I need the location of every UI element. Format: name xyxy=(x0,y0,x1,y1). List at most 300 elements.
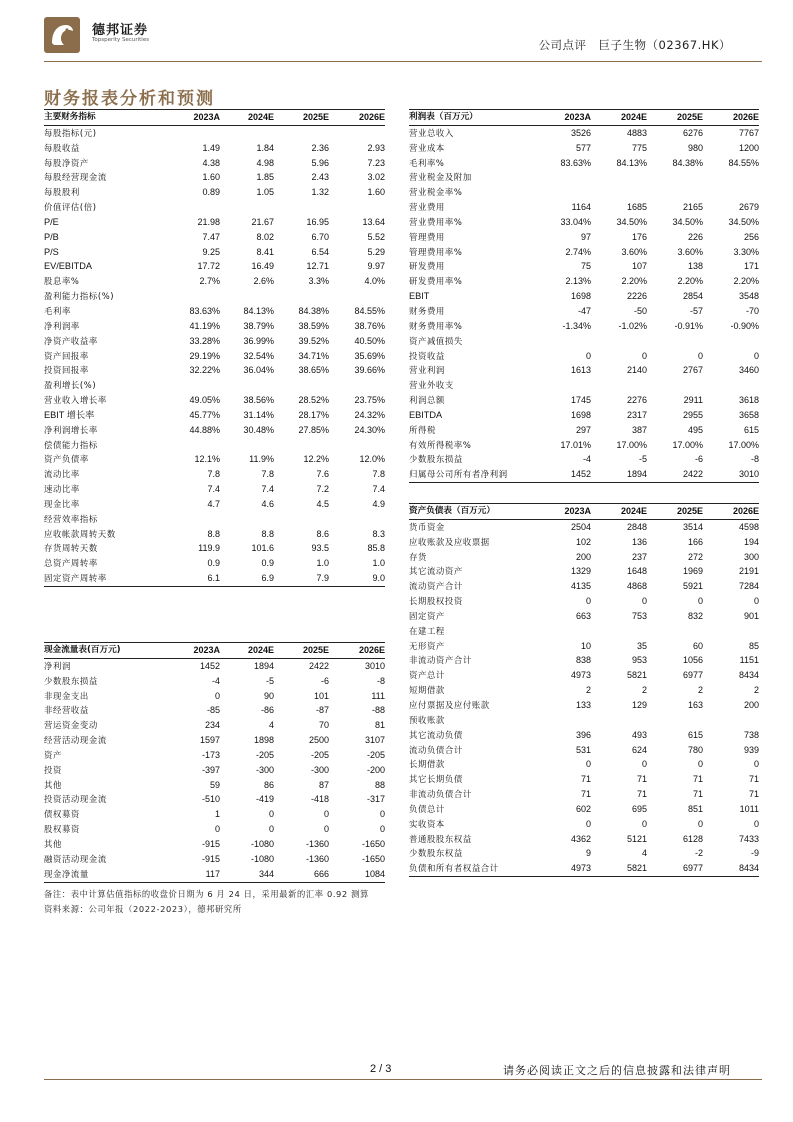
row-label: 利润总额 xyxy=(409,395,445,406)
cell-value: 9.97 xyxy=(367,261,385,272)
row-label: 流动资产合计 xyxy=(409,581,463,592)
table-row xyxy=(44,852,385,867)
cell-value: 0 xyxy=(641,818,647,829)
cell-value: 5121 xyxy=(626,833,647,844)
table-header-row xyxy=(409,110,759,126)
cell-value: 7.23 xyxy=(367,157,385,168)
cell-value: 775 xyxy=(631,142,647,153)
row-label: 财务费用率% xyxy=(409,320,463,331)
cell-value xyxy=(164,378,220,393)
cell-value: 4973 xyxy=(570,863,591,874)
cell-value: -47 xyxy=(577,305,591,316)
table-row xyxy=(44,408,385,423)
table-row xyxy=(44,792,385,807)
table-row xyxy=(44,541,385,556)
row-label: 营业收入增长率 xyxy=(44,395,107,406)
cell-value: -87 xyxy=(315,705,329,716)
cell-value: 13.64 xyxy=(362,216,385,227)
table-row xyxy=(44,259,385,274)
cell-value: 1.05 xyxy=(256,187,274,198)
table-row xyxy=(409,728,759,743)
cell-value: 780 xyxy=(687,744,703,755)
cell-value: 2317 xyxy=(626,409,647,420)
cell-value: 12.2% xyxy=(303,454,329,465)
cell-value xyxy=(531,334,591,349)
brand-name-cn: 德邦证券 xyxy=(92,23,149,38)
cell-value: -915 xyxy=(201,838,220,849)
table-row xyxy=(44,718,385,733)
table-row xyxy=(409,579,759,594)
cell-value xyxy=(647,624,703,639)
cell-value: 38.79% xyxy=(243,320,274,331)
cell-value: 838 xyxy=(575,655,591,666)
table-row xyxy=(409,156,759,171)
row-label: 每股经营现金流 xyxy=(44,172,107,183)
company-logo xyxy=(44,17,80,53)
cell-value: 939 xyxy=(743,744,759,755)
cell-value: 2 xyxy=(585,685,591,696)
cell-value: 28.52% xyxy=(298,395,329,406)
cell-value: 666 xyxy=(313,868,329,879)
table-row xyxy=(409,817,759,832)
cell-value: 0 xyxy=(379,809,385,820)
cell-value: 33.04% xyxy=(560,216,591,227)
row-label: EV/EBITDA xyxy=(44,261,92,272)
cell-value: 200 xyxy=(575,551,591,562)
table-row xyxy=(44,778,385,793)
year-header: 2023A xyxy=(193,645,220,655)
cell-value: 30.48% xyxy=(243,424,274,435)
cell-value: 34.50% xyxy=(728,216,759,227)
cell-value: 28.17% xyxy=(298,409,329,420)
row-label: 经营效率指标 xyxy=(44,513,98,524)
row-label: 股权募资 xyxy=(44,824,80,835)
cell-value: 2679 xyxy=(738,202,759,213)
cell-value: -85 xyxy=(206,705,220,716)
table-row xyxy=(44,319,385,334)
table-row xyxy=(409,639,759,654)
row-label: 预收账款 xyxy=(409,714,445,725)
table-row xyxy=(44,141,385,156)
cell-value: 1745 xyxy=(570,395,591,406)
cell-value: 119.9 xyxy=(198,543,220,554)
cell-value: -1360 xyxy=(305,838,329,849)
table-row xyxy=(409,609,759,624)
cell-value: -418 xyxy=(310,794,329,805)
cell-value xyxy=(531,624,591,639)
cell-value: 200 xyxy=(743,699,759,710)
table-row xyxy=(44,215,385,230)
cell-value: -0.91% xyxy=(674,320,703,331)
row-label: 固定资产 xyxy=(409,610,445,621)
cell-value: 38.65% xyxy=(298,365,329,376)
cell-value xyxy=(274,512,329,527)
cell-value: 300 xyxy=(743,551,759,562)
cell-value: 615 xyxy=(687,729,703,740)
cell-value: -317 xyxy=(366,794,385,805)
cell-value: 0 xyxy=(641,759,647,770)
cell-value: 176 xyxy=(631,231,647,242)
cell-value: 44.88% xyxy=(189,424,220,435)
cell-value: 1329 xyxy=(570,566,591,577)
table-row xyxy=(44,378,385,393)
row-label: 管理费用率% xyxy=(409,246,463,257)
row-label: 资产 xyxy=(44,749,62,760)
year-header: 2025E xyxy=(302,112,329,122)
cell-value xyxy=(220,125,274,140)
cell-value: 2.20% xyxy=(621,276,647,287)
cell-value: -173 xyxy=(201,749,220,760)
cell-value: 531 xyxy=(575,744,591,755)
cell-value: 738 xyxy=(743,729,759,740)
row-label: P/B xyxy=(44,231,59,242)
cell-value: 10 xyxy=(580,640,591,651)
row-label: 无形资产 xyxy=(409,640,445,651)
cell-value: 27.85% xyxy=(298,424,329,435)
row-label: 净资产收益率 xyxy=(44,335,98,346)
cell-value: 0 xyxy=(753,350,759,361)
cell-value: 7284 xyxy=(738,581,759,592)
cell-value: 2 xyxy=(753,685,759,696)
cell-value xyxy=(531,185,591,200)
cell-value xyxy=(531,170,591,185)
table-row xyxy=(409,393,759,408)
cell-value xyxy=(329,378,385,393)
cell-value: 980 xyxy=(687,142,703,153)
cell-value: 85.8 xyxy=(367,543,385,554)
cell-value: 2.13% xyxy=(565,276,591,287)
cell-value: 0 xyxy=(585,759,591,770)
cell-value: 4.7 xyxy=(207,498,220,509)
cell-value: 34.50% xyxy=(616,216,647,227)
cell-value: 23.75% xyxy=(354,395,385,406)
cell-value: 84.38% xyxy=(672,157,703,168)
cell-value: 6977 xyxy=(682,670,703,681)
cell-value: 0.9 xyxy=(207,558,220,569)
cell-value: 71 xyxy=(580,774,591,785)
cell-value: 2848 xyxy=(626,521,647,532)
cell-value: 0 xyxy=(585,350,591,361)
table-row xyxy=(409,274,759,289)
table-row xyxy=(409,757,759,772)
cell-value: 171 xyxy=(743,261,759,272)
year-header: 2026E xyxy=(732,506,759,516)
table-row xyxy=(44,527,385,542)
row-label: 少数股东损益 xyxy=(409,454,463,465)
cell-value: 17.00% xyxy=(616,439,647,450)
cell-value: 1685 xyxy=(626,202,647,213)
cell-value: 0 xyxy=(753,818,759,829)
cell-value: 1648 xyxy=(626,566,647,577)
table-row xyxy=(409,215,759,230)
cell-value: 1969 xyxy=(682,566,703,577)
table-header-row xyxy=(44,643,385,659)
cell-value: 0 xyxy=(585,818,591,829)
cell-value: 663 xyxy=(575,610,591,621)
row-label: 投资 xyxy=(44,764,62,775)
table-row xyxy=(44,274,385,289)
table-title: 主要财务指标 xyxy=(44,112,96,122)
cell-value: 1698 xyxy=(570,291,591,302)
cell-value: 272 xyxy=(687,551,703,562)
row-label: 长期股权投资 xyxy=(409,596,463,607)
cell-value: -70 xyxy=(745,305,759,316)
cell-value: 3.30% xyxy=(733,246,759,257)
cell-value: 7.47 xyxy=(202,231,220,242)
cell-value: 0 xyxy=(697,759,703,770)
cell-value: -1650 xyxy=(361,853,385,864)
cell-value: 1084 xyxy=(364,868,385,879)
table-row xyxy=(409,564,759,579)
cell-value: 832 xyxy=(687,610,703,621)
cell-value: 45.77% xyxy=(189,409,220,420)
cell-value: -8 xyxy=(376,675,385,686)
table-row xyxy=(409,653,759,668)
table-row xyxy=(44,452,385,467)
cash-flow-table xyxy=(44,642,385,883)
year-header: 2023A xyxy=(564,506,591,516)
cell-value: 1452 xyxy=(570,469,591,480)
cell-value: 1898 xyxy=(253,735,274,746)
cell-value: 226 xyxy=(687,231,703,242)
cell-value: 12.0% xyxy=(359,454,385,465)
table-row xyxy=(409,743,759,758)
cell-value: 7.4 xyxy=(261,484,274,495)
row-label: 负债和所有者权益合计 xyxy=(409,863,499,874)
table-row xyxy=(409,185,759,200)
row-label: 资产负债率 xyxy=(44,454,89,465)
row-label: 营运资金变动 xyxy=(44,720,98,731)
cell-value: 101.6 xyxy=(251,543,274,554)
cell-value: 71 xyxy=(748,789,759,800)
cell-value xyxy=(591,624,647,639)
row-label: 少数股东损益 xyxy=(44,675,98,686)
year-header: 2024E xyxy=(620,112,647,122)
cell-value: 84.13% xyxy=(243,305,274,316)
row-label: 负债总计 xyxy=(409,803,445,814)
cell-value: 84.55% xyxy=(728,157,759,168)
table-row xyxy=(409,245,759,260)
cell-value: 49.05% xyxy=(189,395,220,406)
cell-value: 16.95 xyxy=(306,216,329,227)
cell-value: 17.72 xyxy=(197,261,220,272)
cell-value: 3.02 xyxy=(367,172,385,183)
table-header-row xyxy=(409,504,759,520)
row-label: 股息率% xyxy=(44,276,80,287)
row-label: 其他 xyxy=(44,779,62,790)
cell-value: 695 xyxy=(631,803,647,814)
table-row xyxy=(44,482,385,497)
table-row xyxy=(409,378,759,393)
cell-value: 3658 xyxy=(738,409,759,420)
cell-value: 2165 xyxy=(682,202,703,213)
cell-value xyxy=(220,200,274,215)
cell-value: 901 xyxy=(743,610,759,621)
cell-value: 0 xyxy=(697,818,703,829)
cell-value: 59 xyxy=(209,779,220,790)
table-row xyxy=(44,674,385,689)
cell-value: 237 xyxy=(631,551,647,562)
cell-value: 1200 xyxy=(738,142,759,153)
cell-value: 86 xyxy=(263,779,274,790)
cell-value: 36.04% xyxy=(243,365,274,376)
table-row xyxy=(44,289,385,304)
cell-value: 8.6 xyxy=(316,528,329,539)
cell-value: 0 xyxy=(214,824,220,835)
cell-value: 39.52% xyxy=(298,335,329,346)
cell-value: -1080 xyxy=(250,853,274,864)
cell-value: 4362 xyxy=(570,833,591,844)
table-row xyxy=(409,349,759,364)
table-row xyxy=(409,467,759,482)
cell-value: -1080 xyxy=(250,838,274,849)
table-row xyxy=(44,733,385,748)
cell-value: 0 xyxy=(697,350,703,361)
cell-value: 133 xyxy=(575,699,591,710)
year-header: 2025E xyxy=(676,506,703,516)
cell-value: -4 xyxy=(211,675,220,686)
cell-value: 624 xyxy=(631,744,647,755)
table-title: 资产负债表（百万元） xyxy=(409,506,495,516)
year-header: 2025E xyxy=(676,112,703,122)
table-row xyxy=(409,170,759,185)
cell-value: 1597 xyxy=(199,735,220,746)
cell-value xyxy=(647,185,703,200)
cell-value: 12.1% xyxy=(194,454,220,465)
cell-value: -6 xyxy=(694,454,703,465)
income-statement-table xyxy=(409,109,759,483)
cell-value: -300 xyxy=(310,764,329,775)
year-header: 2026E xyxy=(732,112,759,122)
row-label: EBITDA xyxy=(409,409,443,420)
cell-value: 111 xyxy=(371,690,385,701)
cell-value: 84.55% xyxy=(354,305,385,316)
row-label: 每股指标(元) xyxy=(44,127,97,138)
cell-value: 17.00% xyxy=(728,439,759,450)
section-title: 财务报表分析和预测 xyxy=(44,89,215,109)
cell-value xyxy=(329,200,385,215)
cell-value: 87 xyxy=(318,779,329,790)
cell-value: 4598 xyxy=(738,521,759,532)
cell-value xyxy=(647,334,703,349)
cell-value: 32.22% xyxy=(189,365,220,376)
cell-value: 3.60% xyxy=(621,246,647,257)
table-row xyxy=(44,748,385,763)
cell-value: 7.2 xyxy=(316,484,329,495)
row-label: 应收账款及应收票据 xyxy=(409,536,490,547)
cell-value: 1698 xyxy=(570,409,591,420)
cell-value: 1 xyxy=(214,809,220,820)
cell-value: 90 xyxy=(263,690,274,701)
cell-value: 6.9 xyxy=(261,573,274,584)
cell-value: 101 xyxy=(313,690,329,701)
cell-value: 102 xyxy=(575,536,591,547)
cell-value xyxy=(274,438,329,453)
cell-value: 344 xyxy=(258,868,274,879)
row-label: 投资回报率 xyxy=(44,365,89,376)
year-header: 2024E xyxy=(620,506,647,516)
table-row xyxy=(409,668,759,683)
table-row xyxy=(44,200,385,215)
row-label: EBIT xyxy=(409,291,430,302)
table-row xyxy=(409,519,759,534)
cell-value: 7.6 xyxy=(316,469,329,480)
cell-value: 6128 xyxy=(682,833,703,844)
row-label: 净利润率 xyxy=(44,320,80,331)
cell-value: 71 xyxy=(636,774,647,785)
cell-value xyxy=(591,170,647,185)
cell-value xyxy=(703,185,759,200)
cell-value: 4883 xyxy=(626,127,647,138)
cell-value xyxy=(164,512,220,527)
cell-value: 7767 xyxy=(738,127,759,138)
cell-value: 1.60 xyxy=(367,187,385,198)
cell-value: 71 xyxy=(636,789,647,800)
table-row xyxy=(409,683,759,698)
row-label: 总资产周转率 xyxy=(44,558,98,569)
cell-value: 4.98 xyxy=(256,157,274,168)
cell-value: 70 xyxy=(318,720,329,731)
cell-value: 0 xyxy=(268,824,274,835)
table-row xyxy=(44,230,385,245)
balance-sheet-table xyxy=(409,503,759,877)
cell-value xyxy=(647,378,703,393)
cell-value: 9.0 xyxy=(372,573,385,584)
cell-value: 4973 xyxy=(570,670,591,681)
cell-value: 2.20% xyxy=(677,276,703,287)
table-title: 利润表（百万元） xyxy=(409,112,478,122)
cell-value: -6 xyxy=(320,675,329,686)
cell-value: -205 xyxy=(255,749,274,760)
table-row xyxy=(409,125,759,140)
cell-value: 3460 xyxy=(738,365,759,376)
cell-value: 38.76% xyxy=(354,320,385,331)
cell-value: 0 xyxy=(697,596,703,607)
cell-value: 39.66% xyxy=(354,365,385,376)
cell-value xyxy=(703,170,759,185)
cell-value: 3010 xyxy=(364,660,385,671)
table-row xyxy=(409,423,759,438)
table-row xyxy=(44,497,385,512)
cell-value: 2955 xyxy=(682,409,703,420)
row-label: 存货周转天数 xyxy=(44,543,98,554)
cell-value: 71 xyxy=(748,774,759,785)
table-row xyxy=(409,408,759,423)
cell-value: 2911 xyxy=(683,395,703,406)
cell-value xyxy=(703,624,759,639)
cell-value xyxy=(329,289,385,304)
cell-value: 2226 xyxy=(626,291,647,302)
cell-value: 31.14% xyxy=(243,409,274,420)
table-row xyxy=(44,571,385,586)
row-label: 非经营收益 xyxy=(44,705,89,716)
row-label: 应付票据及应付账款 xyxy=(409,699,490,710)
cell-value: 6276 xyxy=(682,127,703,138)
cell-value: 7.4 xyxy=(372,484,385,495)
row-label: 流动负债合计 xyxy=(409,744,463,755)
table-row xyxy=(409,624,759,639)
cell-value: 2.74% xyxy=(565,246,591,257)
cell-value: -300 xyxy=(255,764,274,775)
row-label: 营业费用率% xyxy=(409,216,463,227)
cell-value: 4 xyxy=(268,720,274,731)
row-label: 财务费用 xyxy=(409,305,445,316)
cell-value: 5821 xyxy=(626,863,647,874)
cell-value: 3107 xyxy=(364,735,385,746)
cell-value: -205 xyxy=(310,749,329,760)
cell-value: 0 xyxy=(753,759,759,770)
row-label: 现金比率 xyxy=(44,498,80,509)
